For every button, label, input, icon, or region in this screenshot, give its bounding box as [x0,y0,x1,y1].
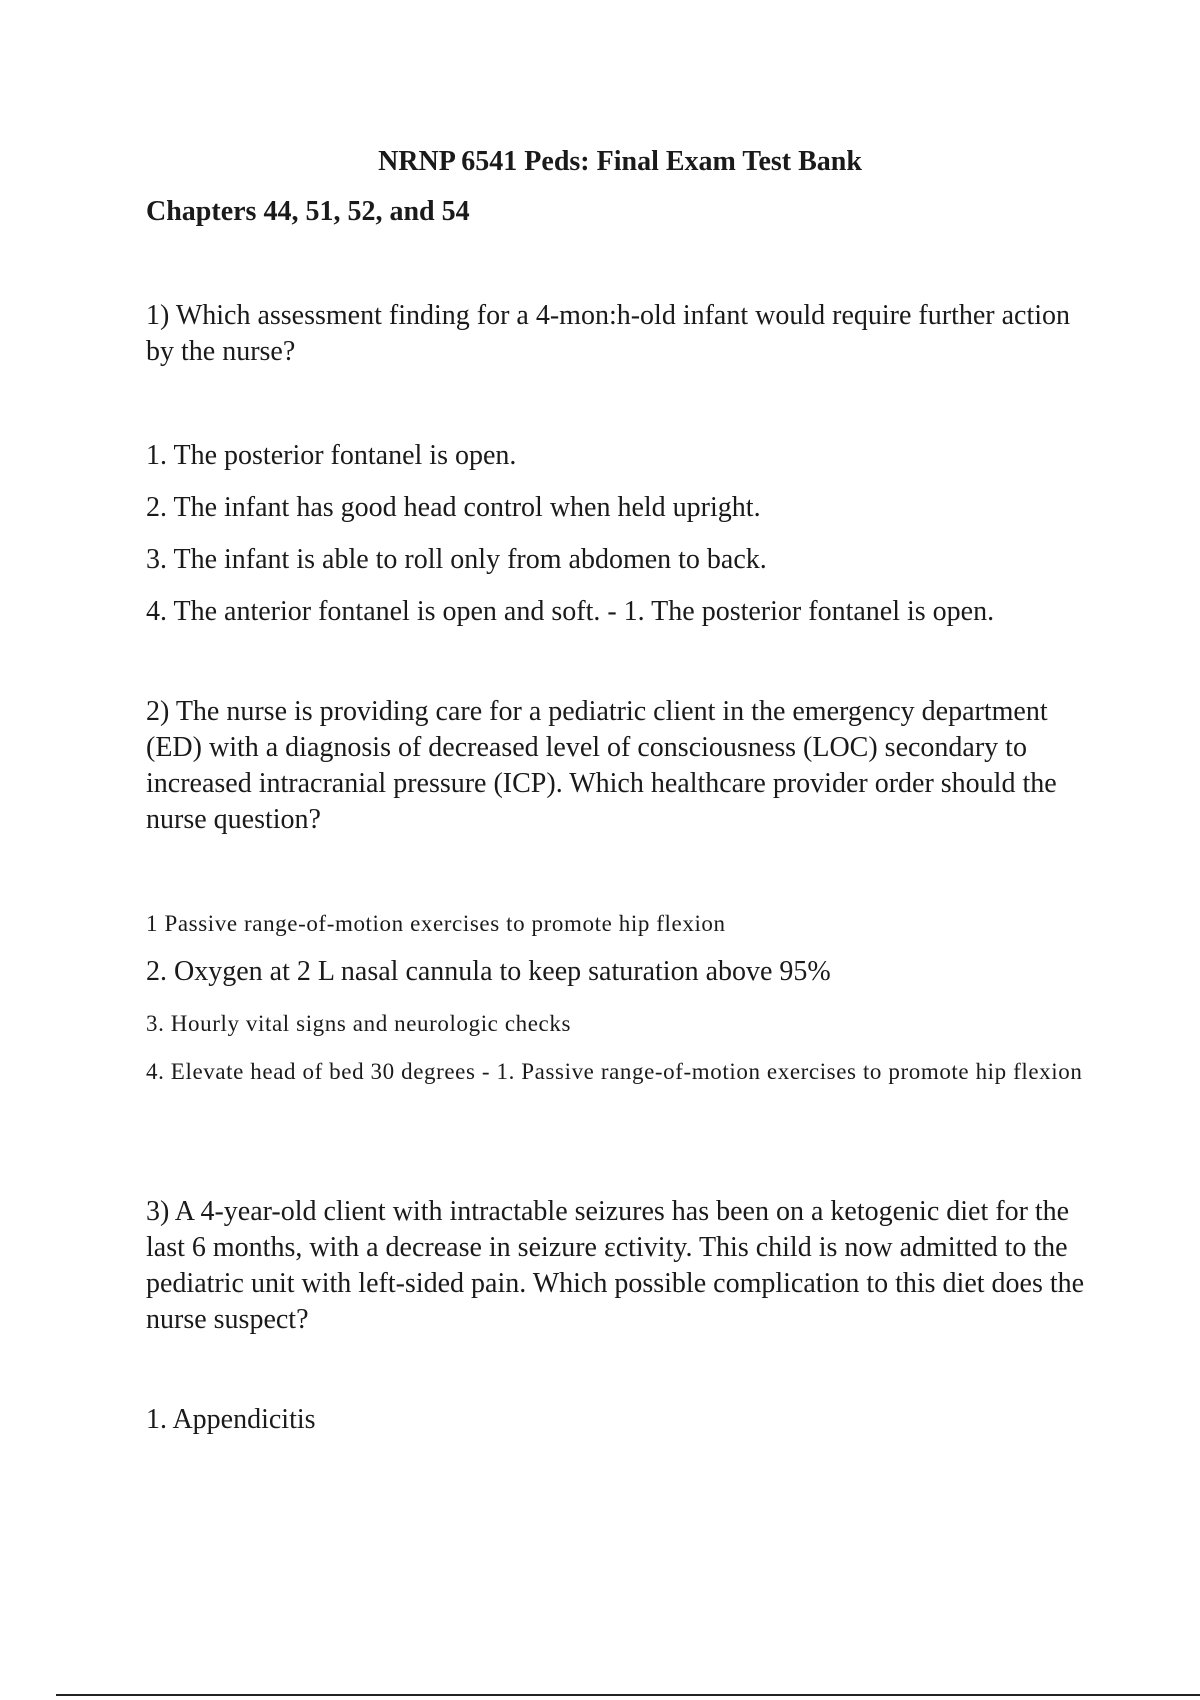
question-1-option-2: 2. The infant has good head control when held upright. [146,492,761,523]
question-2-option-3: 3. Hourly vital signs and neurologic checks [146,1011,572,1036]
page-bottom-rule [56,1694,1200,1696]
question-1-option-4: 4. The anterior fontanel is open and soft. - 1. The posterior fontanel is open. [146,596,995,627]
question-2-option-1: 1 Passive range-of-motion exercises to promote hip flexion [146,911,726,936]
document-title: NRNP 6541 Peds: Final Exam Test Bank [378,146,862,177]
question-1-stem: 1) Which assessment finding for a 4-mon:h-old infant would require further action by the nurse? [146,300,1071,367]
question-2-option-4: 4. Elevate head of bed 30 degrees - 1. Passive range-of-motion exercises to promote hip flexion [146,1059,1083,1084]
question-1-option-1: 1. The posterior fontanel is open. [146,440,517,471]
document-subtitle: Chapters 44, 51, 52, and 54 [146,196,470,227]
question-2-option-2: 2. Oxygen at 2 L nasal cannula to keep saturation above 95% [146,956,831,987]
question-3-stem: 3) A 4-year-old client with intractable seizures has been on a ketogenic diet for the last 6 months, with a decrease in seizure εctivity. This child is now admitted to the pediatric unit with left-sided pain. Which possible complication to this diet does the nurse suspect? [146,1196,1085,1335]
question-1-option-3: 3. The infant is able to roll only from abdomen to back. [146,544,767,575]
question-3-option-1: 1. Appendicitis [146,1404,316,1435]
question-2-stem: 2) The nurse is providing care for a pediatric client in the emergency department (ED) with a diagnosis of decreased level of consciousness (LOC) secondary to increased intracranial pressure (ICP). Which healthcare provider order should the nurse question? [146,696,1057,835]
